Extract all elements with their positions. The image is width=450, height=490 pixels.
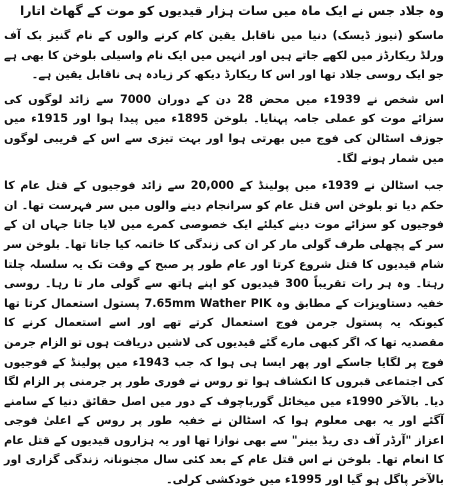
article-paragraph-birth: اس شخص نے 1939ء میں محض 28 دن کے دوران 7000 سے زائد لوگوں کی سزائے موت کو عملی جامہ پہنایا۔ بلوخن 1895ء میں پیدا ہوا اور 1915ء میں جوزف اسٹالن کی فوج میں بھرتی ہوا اور بہت تیزی سے اس کے قریبی لوگوں میں شمار ہونے لگا۔	[4, 92, 445, 165]
article-paragraph-massacre: جب اسٹالن نے 1939ء میں پولینڈ کے 20,000 سے زائد فوجیوں کے قتل عام کا حکم دیا تو بلوخن اس قتل عام کو سرانجام دینے والوں میں سر فہرست تھا۔ ان فوجیوں کو سزائے موت دینے کیلئے ایک خصوصی کمرے میں لایا جاتا جہاں ان کے سر کے پچھلی طرف گولی مار کر ان کی زندگی کا خاتمہ کیا جاتا تھا۔ بلوخن سر شام قیدیوں کا قتل شروع کرتا اور عام طور پر صبح کے وقت تک یہ سلسلہ چلتا رہتا۔ وہ ہر رات تقریباً 300 قیدیوں کو اپنے ہاتھ سے گولی مار تا رہا۔ روسی خفیہ دستاویزات کے مطابق وہ 7.65mm Wather PIK پستول استعمال کرتا تھا کیونکہ یہ پستول جرمن فوج استعمال کرتے تھے اور اسے استعمال کرنے کا مقصدیہ تھا کہ اگر کبھی مارے گئے قیدیوں کی لاشیں دریافت ہوں تو الزام جرمن فوج پر لگایا جاسکے اور پھر ایسا ہی ہوا کہ جب 1943ء میں پولینڈ کے فوجیوں کی اجتماعی قبروں کا انکشاف ہوا تو روس نے فوری طور پر جرمنی پر الزام لگا دیا۔ بالآخر 1990ء میں میخائل گورباچوف کے دور میں اصل حقائق دنیا کے سامنے آگئے اور یہ بھی معلوم ہوا کہ اسٹالن نے خفیہ طور پر روس کے اعلیٰ فوجی اعزاز "آرڈر آف دی ریڈ بینر" سے بھی نوازا تھا اور یہ ہزاروں قیدیوں کے قتل عام کا انعام تھا۔ بلوخن نے اس قتل عام کے بعد کئی سال مجنونانہ زندگی گزاری اور بالآخر پاگل ہو گیا اور 1995ء میں خودکشی کرلی۔	[4, 179, 445, 487]
article-headline: وہ جلاد جس نے ایک ماہ میں سات ہزار قیدیوں کو موت کے گھاٹ اتارا	[19, 3, 444, 18]
article-paragraph-intro: ماسکو (نیوز ڈیسک) دنیا میں ناقابل یقین کام کرنے والوں کے نام گنیز بک آف ورلڈ ریکارڈز میں لکھے جاتے ہیں اور انہیں میں ایک نام واسیلی بلوخن کا بھی ہے جو ایک روسی جلاد تھا اور اس کا ریکارڈ دیکھ کر زیادہ ہی ناقابل یقین ہے۔	[4, 29, 444, 82]
